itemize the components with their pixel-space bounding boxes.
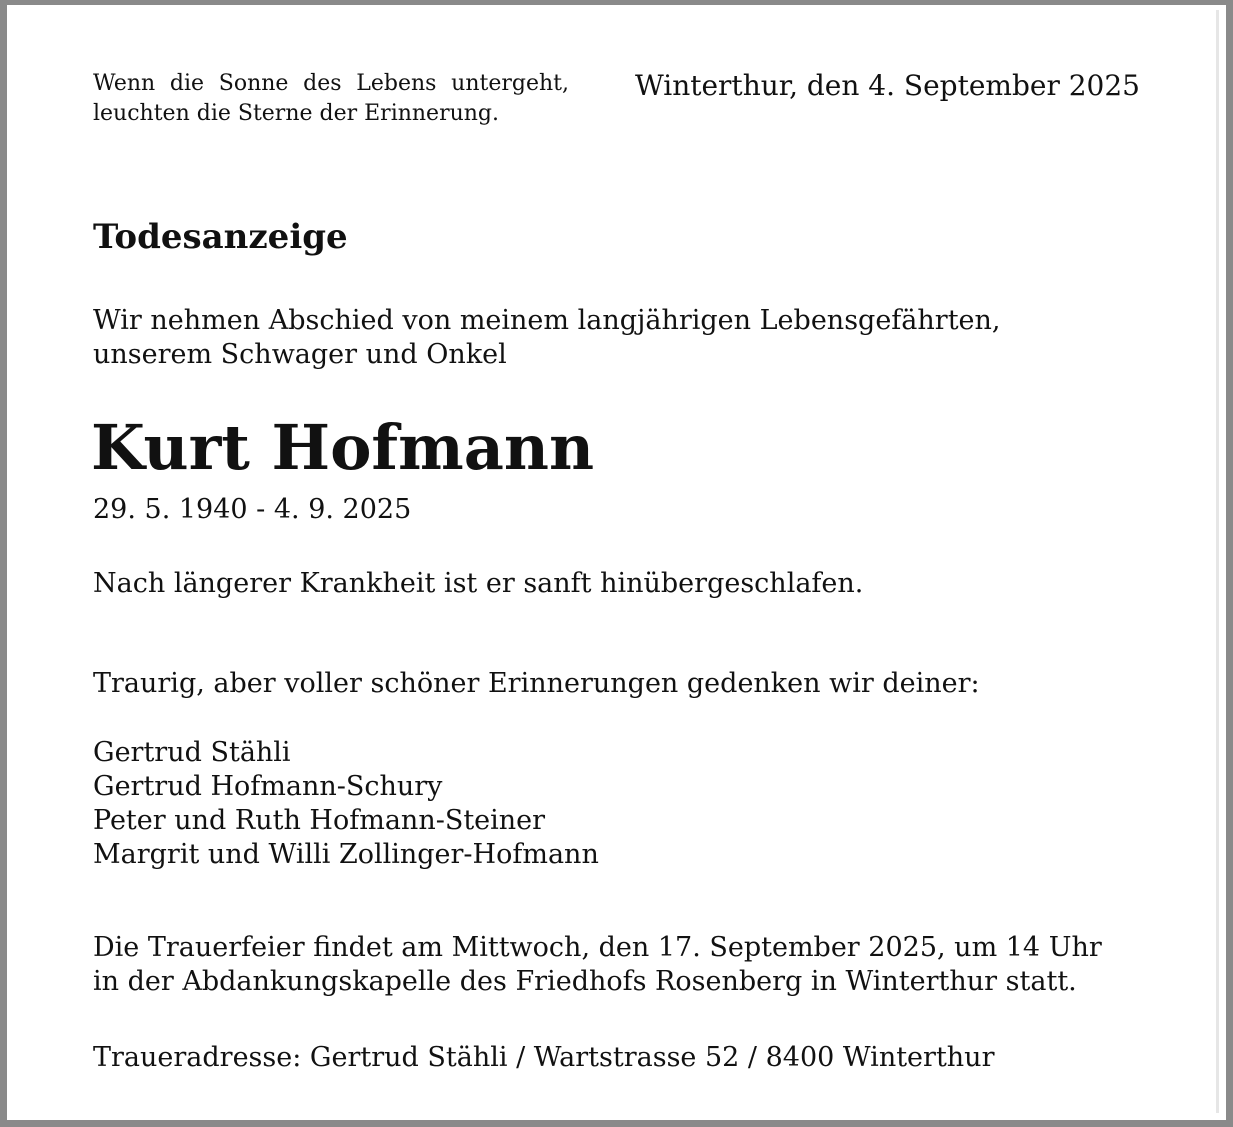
service-info [93,931,1102,999]
mourner-name: Gertrud Hofmann-Schury [93,771,443,802]
service-line: Die Trauerfeier findet am Mittwoch, den 17. September 2025, um 14 Uhr [93,932,1102,963]
mourner-name: Peter und Ruth Hofmann-Steiner [93,805,546,836]
frame-shadow [1216,10,1219,1113]
intro-line: unserem Schwager und Onkel [93,339,507,370]
mourner-name: Margrit und Willi Zollinger-Hofmann [93,839,599,870]
intro-line: Wir nehmen Abschied von meinem langjährigen Lebensgefährten, [93,305,1001,336]
intro-text [93,304,1001,372]
date-place: Winterthur, den 4. September 2025 [634,69,1140,102]
motto-quote: Wenn die Sonne des Lebens untergeht, leuchten die Sterne der Erinnerung. [93,71,569,126]
mourning-address: Traueradresse: Gertrud Stähli / Wartstrasse 52 / 8400 Winterthur [93,1042,995,1073]
service-line: in der Abdankungskapelle des Friedhofs Rosenberg in Winterthur statt. [93,966,1077,997]
passing-text: Nach längerer Krankheit ist er sanft hinübergeschlafen. [93,568,864,599]
life-dates: 29. 5. 1940 - 4. 9. 2025 [93,494,412,525]
mourner-name: Gertrud Stähli [93,737,291,768]
mourners-list [93,736,599,872]
notice-heading: Todesanzeige [93,217,348,257]
mourning-line: Traurig, aber voller schöner Erinnerungen gedenken wir deiner: [93,668,980,699]
deceased-name: Kurt Hofmann [91,411,595,484]
